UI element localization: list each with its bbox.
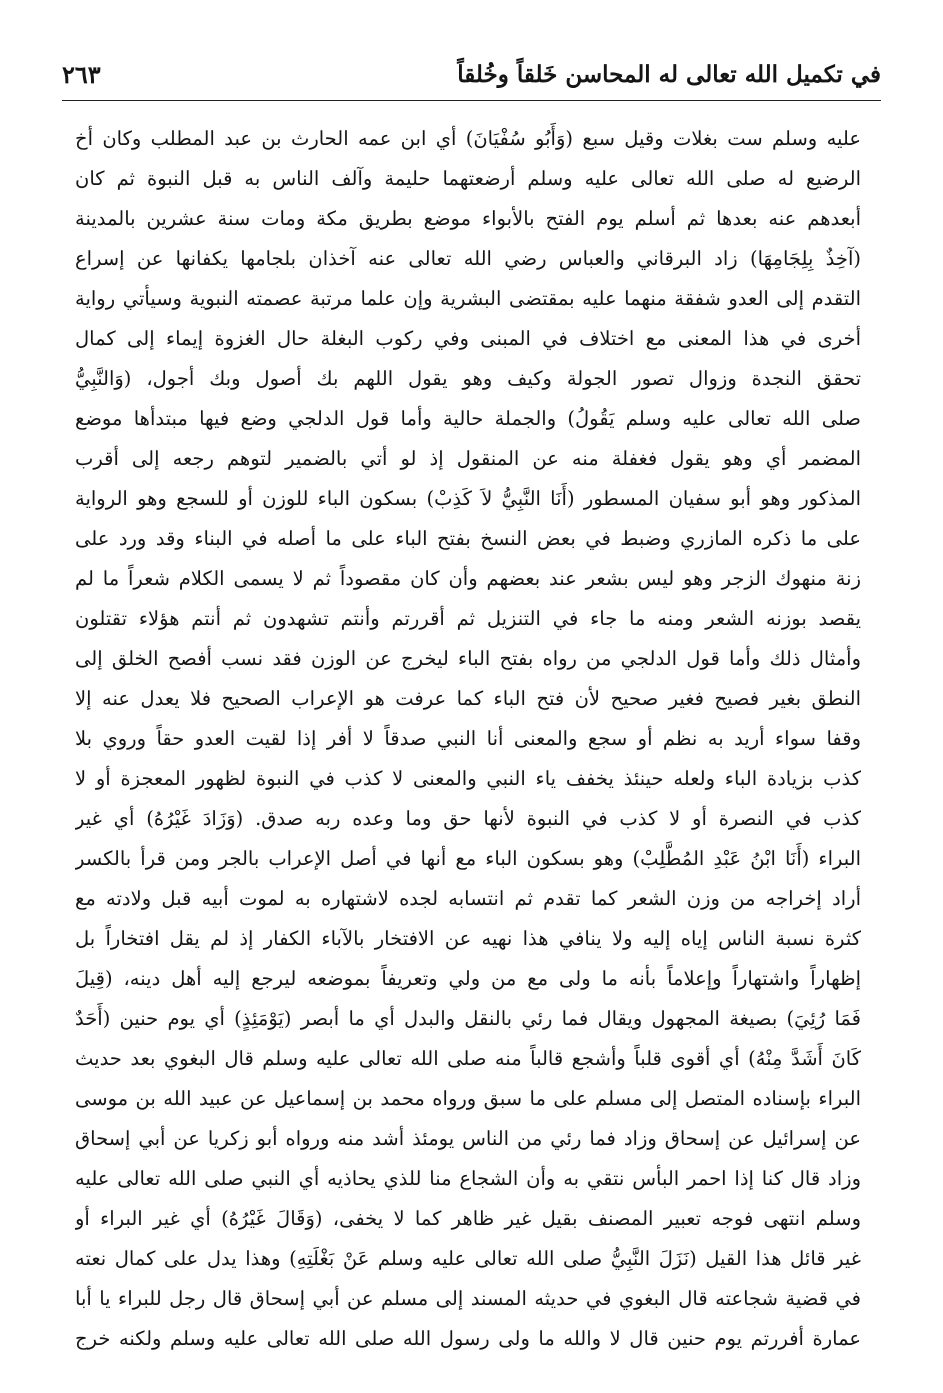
text-line: وزاد قال كنا إذا احمر البأس نتقي به وأن الشجاع منا للذي يحاذيه أي النبي صلى الله تعالى عليه bbox=[75, 1167, 861, 1190]
text-line: المضمر أي وهو يقول فغفلة منه عن المنقول إذ لو أتي بالضمير لتوهم رجعه إلى أقرب bbox=[75, 447, 861, 470]
running-title: في تكميل الله تعالى له المحاسن خَلقاً وخُلقاً bbox=[457, 61, 881, 88]
page-header bbox=[62, 54, 881, 100]
body-text bbox=[75, 119, 861, 1359]
text-line: عمارة أفررتم يوم حنين قال لا والله ما ولى رسول الله صلى الله تعالى عليه وسلم ولكنه خرج bbox=[75, 1327, 861, 1350]
text-line: الرضيع له صلى الله تعالى عليه وسلم أرضعتهما حليمة وآلف الناس به قبل النبوة ثم كان bbox=[75, 167, 861, 190]
text-line: عليه وسلم ست بغلات وقيل سبع (وَأَبُو سُفْيَانَ) أي ابن عمه الحارث بن عبد المطلب وكان أخ bbox=[75, 127, 861, 150]
text-line: أبعدهم عنه بعدها ثم أسلم يوم الفتح بالأبواء موضع بطريق مكة ومات سنة عشرين بالمدينة bbox=[75, 207, 861, 230]
text-line: البراء بإسناده المتصل إلى مسلم على ما سبق ورواه محمد بن إسماعيل عن عبيد الله بن موسى bbox=[75, 1087, 861, 1110]
text-line: كذب بزيادة الباء ولعله حينئذ يخفف ياء النبي والمعنى لا كذب في النبوة لظهور المعجزة أو لا bbox=[75, 767, 861, 790]
text-line: أراد إخراجه من وزن الشعر كما تقدم ثم انتسابه لجده لاشتهاره به لموت أبيه قبل ولادته مع bbox=[75, 887, 861, 910]
page-number: ٢٦٣ bbox=[62, 60, 101, 89]
text-line: (آخِذٌ بِلِجَامِهَا) زاد البرقاني والعباس رضي الله تعالى عنه آخذان بلجامها يكفانها عن إسراع bbox=[75, 247, 861, 270]
header-rule bbox=[62, 100, 881, 101]
text-line: المذكور وهو أبو سفيان المسطور (أَنَا النَّبِيُّ لاَ كَذِبْ) بسكون الباء للوزن أو للسجع وهو الرواية bbox=[75, 487, 861, 510]
text-line: زنة منهوك الزجر وهو ليس بشعر عند بعضهم وأن كان مقصوداً ثم لا يسمى الكلام شعراً ما لم bbox=[75, 567, 861, 590]
text-line: النطق بغير فصيح فغير صحيح لأن فتح الباء كما عرفت هو الإعراب الصحيح فلا يعدل عنه إلا bbox=[75, 687, 861, 710]
text-line: كَانَ أَشَدَّ مِنْهُ) أي أقوى قلباً وأشجع قالباً منه صلى الله تعالى عليه وسلم قال البغوي بعد حديث bbox=[75, 1047, 861, 1070]
text-line: غير قائل هذا القيل (نَزَلَ النَّبِيُّ صلى الله تعالى عليه وسلم عَنْ بَغْلَتِهِ) وهذا يدل على كمال نعته bbox=[75, 1247, 861, 1270]
text-line: يقصد بوزنه الشعر ومنه ما جاء في التنزيل ثم أقررتم وأنتم تشهدون ثم أنتم هؤلاء تقتلون bbox=[75, 607, 861, 630]
text-line: وأمثال ذلك وأما قول الدلجي من رواه بفتح الباء ليخرج عن الوزن فقد نسب أفصح الخلق إلى bbox=[75, 647, 861, 670]
text-line: وسلم انتهى فوجه تعبير المصنف بقيل غير ظاهر كما لا يخفى، (وَقَالَ غَيْرُهُ) أي غير البراء أو bbox=[75, 1207, 861, 1230]
text-line: كذب في النصرة أو لا كذب في النبوة لأنها حق وما وعده ربه صدق. (وَزَادَ غَيْرُهُ) أي غير bbox=[75, 807, 861, 830]
text-line: البراء (أَنَا ابْنُ عَبْدِ المُطَّلِبْ) وهو بسكون الباء مع أنها في أصل الإعراب بالجر ومن قرأ بالكسر bbox=[75, 847, 861, 870]
text-line: إظهاراً واشتهاراً وإعلاماً بأنه ما ولى مع من ولي وتعريفاً بموضعه ليرجع إليه أهل دينه، (قِيلَ bbox=[75, 967, 861, 990]
text-line: أخرى في هذا المعنى مع اختلاف في المبنى وفي ركوب البغلة حال الغزوة إيماء إلى كمال bbox=[75, 327, 861, 350]
text-line: عن إسرائيل عن إسحاق وزاد فما رئي من الناس يومئذ أشد منه ورواه أبو زكريا عن أبي إسحاق bbox=[75, 1127, 861, 1150]
text-line: صلى الله تعالى عليه وسلم يَقُولُ) والجملة حالية وأما قول الدلجي وضع فيها مبتدأها موضع bbox=[75, 407, 861, 430]
text-line: على ما ذكره المازري وضبط في بعض النسخ بفتح الباء على ما أصله في البناء وقد ورد على bbox=[75, 527, 861, 550]
text-line: فَمَا رُئِيَ) بصيغة المجهول ويقال فما رئي بالنقل والبدل أي ما أبصر (يَوْمَئِذٍ) أي يوم حنين (أَحَدٌ bbox=[75, 1007, 861, 1030]
text-line: وقفا سواء أريد به نظم أو سجع والمعنى أنا النبي صدقاً لا أفر إذا لقيت العدو حقاً وروي بلا bbox=[75, 727, 861, 750]
text-line: كثرة نسبة الناس إياه إليه ولا ينافي هذا نهيه عن الافتخار بالآباء الكفار إذ لم يقل افتخاراً بل bbox=[75, 927, 861, 950]
text-line: تحقق النجدة وزوال تصور الجولة وكيف وهو يقول اللهم بك أصول وبك أجول، (وَالنَّبِيُّ bbox=[75, 367, 861, 390]
text-line: في قضية شجاعته قال البغوي في حديثه المسند إلى مسلم عن أبي إسحاق قال رجل للبراء يا أبا bbox=[75, 1287, 861, 1310]
text-line: التقدم إلى العدو شفقة منهما عليه بمقتضى البشرية وإن علما مرتبة عصمته النبوية وسيأتي رواية bbox=[75, 287, 861, 310]
